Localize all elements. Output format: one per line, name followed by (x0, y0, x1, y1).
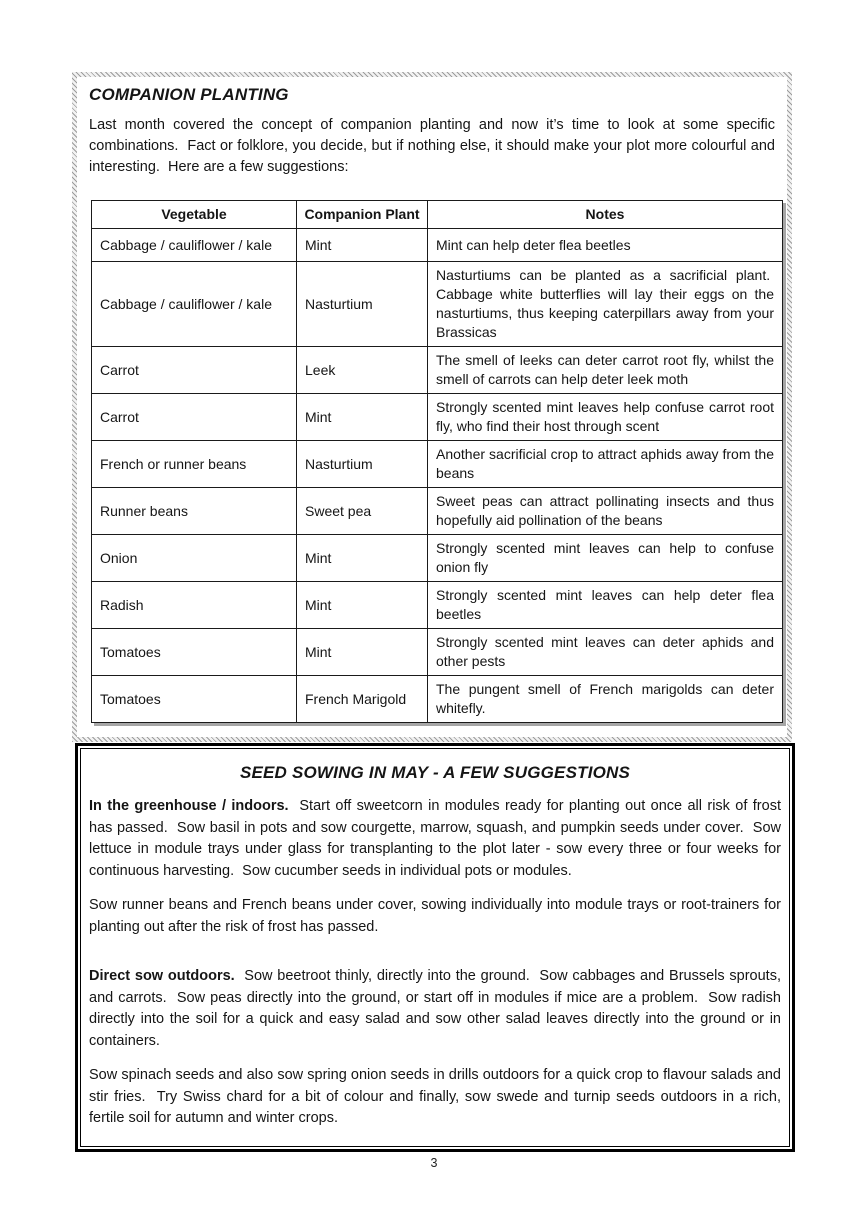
table-cell: Tomatoes (92, 629, 297, 676)
seed-sowing-box (75, 743, 795, 1152)
companion-planting-box-inner (77, 77, 787, 737)
table-cell: Radish (92, 582, 297, 629)
table-cell: Strongly scented mint leaves help confuse carrot root fly, who find their host through scent (428, 394, 783, 441)
table-row (92, 629, 783, 676)
table-row (92, 347, 783, 394)
seed-paragraph: Direct sow outdoors. Sow beetroot thinly, directly into the ground. Sow cabbages and Brussels sprouts, and carrots. Sow peas directly into the ground, or start off in modules if mice are a problem. Sow radish directly into the soil for a quick and easy salad and sow other salad leaves directly into the ground or in containers. (89, 968, 781, 1049)
table-header-row (92, 201, 783, 229)
table-cell: Mint (297, 535, 428, 582)
table-cell: Onion (92, 535, 297, 582)
paragraph-lead-in: In the greenhouse / indoors. (89, 798, 289, 814)
table-cell: Strongly scented mint leaves can help deter flea beetles (428, 582, 783, 629)
table-cell: Mint (297, 229, 428, 262)
table-cell: Carrot (92, 394, 297, 441)
seed-paragraph: Sow runner beans and French beans under cover, sowing individually into module trays or root-trainers for planting out after the risk of frost has passed. (89, 897, 781, 935)
seed-sowing-paragraphs (87, 796, 783, 1130)
table-cell: Nasturtiums can be planted as a sacrificial plant. Cabbage white butterflies will lay their eggs on the nasturtiums, thus keeping caterpillars away from your Brassicas (428, 262, 783, 347)
table-cell: Carrot (92, 347, 297, 394)
companion-planting-table (91, 200, 783, 723)
table-cell: French Marigold (297, 676, 428, 723)
table-cell: Strongly scented mint leaves can help to confuse onion fly (428, 535, 783, 582)
paragraph-lead-in: Direct sow outdoors. (89, 968, 235, 984)
companion-planting-title: COMPANION PLANTING (89, 85, 289, 104)
seed-sowing-box-inner (80, 748, 790, 1147)
table-row (92, 441, 783, 488)
table-cell: Cabbage / cauliflower / kale (92, 229, 297, 262)
table-cell: Mint can help deter flea beetles (428, 229, 783, 262)
table-cell: Sweet peas can attract pollinating insects and thus hopefully aid pollination of the beans (428, 488, 783, 535)
table-cell: Runner beans (92, 488, 297, 535)
table-cell: Tomatoes (92, 676, 297, 723)
table-cell: Mint (297, 629, 428, 676)
table-row (92, 229, 783, 262)
table-row (92, 582, 783, 629)
table-cell: Mint (297, 394, 428, 441)
table-cell: The smell of leeks can deter carrot root fly, whilst the smell of carrots can help deter leek moth (428, 347, 783, 394)
table-cell: Leek (297, 347, 428, 394)
table-cell: Sweet pea (297, 488, 428, 535)
table-row (92, 488, 783, 535)
table-cell: Cabbage / cauliflower / kale (92, 262, 297, 347)
table-row (92, 535, 783, 582)
table-header-cell: Vegetable (92, 201, 297, 229)
table-cell: Another sacrificial crop to attract aphids away from the beans (428, 441, 783, 488)
table-cell: French or runner beans (92, 441, 297, 488)
table-cell: Nasturtium (297, 262, 428, 347)
table-row (92, 262, 783, 347)
table-cell: The pungent smell of French marigolds can deter whitefly. (428, 676, 783, 723)
table-header-cell: Notes (428, 201, 783, 229)
table-cell: Strongly scented mint leaves can deter aphids and other pests (428, 629, 783, 676)
seed-paragraph: Sow spinach seeds and also sow spring onion seeds in drills outdoors for a quick crop to flavour salads and stir fries. Try Swiss chard for a bit of colour and finally, sow swede and turnip seeds outdoors in a rich, fertile soil for autumn and winter crops. (89, 1067, 781, 1126)
seed-paragraph: In the greenhouse / indoors. Start off sweetcorn in modules ready for planting out once all risk of frost has passed. Sow basil in pots and sow courgette, marrow, squash, and pumpkin seeds under cover. Sow lettuce in module trays under glass for transplanting to the plot later - sow every three or four weeks for continuous harvesting. Sow cucumber seeds in individual pots or modules. (89, 798, 781, 879)
table-cell: Nasturtium (297, 441, 428, 488)
companion-planting-intro: Last month covered the concept of companion planting and now it’s time to look at some specific combinations. Fact or folklore, you decide, but if nothing else, it should make your plot more colourful and interesting. Here are a few suggestions: (89, 117, 775, 175)
page-number: 3 (430, 1156, 438, 1170)
table-header-cell: Companion Plant (297, 201, 428, 229)
table-cell: Mint (297, 582, 428, 629)
table-row (92, 394, 783, 441)
table-row (92, 676, 783, 723)
seed-sowing-title: SEED SOWING IN MAY - A FEW SUGGESTIONS (239, 763, 631, 782)
companion-planting-box (72, 72, 792, 742)
